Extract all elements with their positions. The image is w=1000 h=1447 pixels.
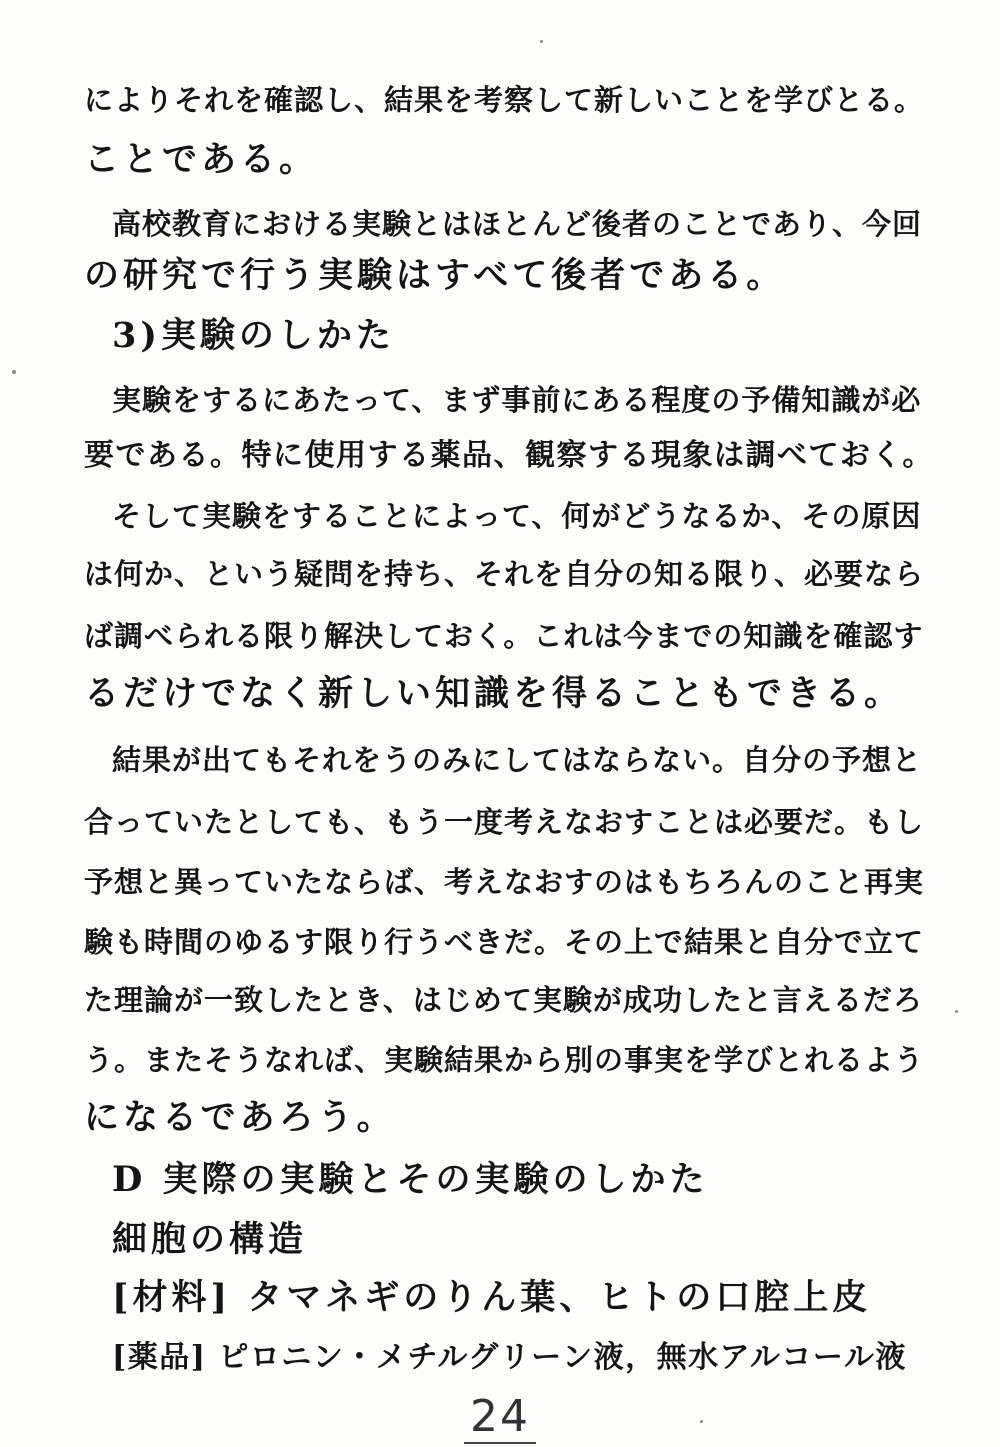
section-heading: D 実際の実験とその実験のしかた [112,1159,709,1200]
text-line: ば調べられる限り解決しておく。これは今までの知識を確認す [84,619,924,653]
text-line: になるであろう。 [84,1097,396,1138]
page-number [0,1392,1000,1444]
scan-speck [955,1010,958,1013]
text-line: ことである。 [84,139,319,180]
text-line: によりそれを確認し、結果を考察して新しいことを学びとる。 [84,83,925,117]
section-heading: 3)実験のしかた [112,315,395,356]
text-line: 実験をするにあたって、まず事前にある程度の予備知識が必 [112,383,922,417]
scan-speck [12,370,16,374]
text-line: るだけでなく新しい知識を得ることもできる。 [84,673,904,714]
text-line: 結果が出てもそれをうのみにしてはならない。自分の予想と [112,743,923,777]
text-line: の研究で行う実験はすべて後者である。 [84,255,786,296]
text-line: た理論が一致したとき、はじめて実験が成功したと言えるだろ [84,983,923,1017]
scan-speck [700,1420,703,1423]
text-line: は何か、という疑問を持ち、それを自分の知る限り、必要なら [84,557,925,591]
text-line: そして実験をすることによって、何がどうなるか、その原因 [112,499,922,533]
subsection-heading: 細胞の構造 [112,1219,308,1260]
scan-speck [540,40,543,43]
text-line: 験も時間のゆるす限り行うべきだ。その上で結果と自分で立て [84,925,925,959]
text-line: 要である。特に使用する薬品、観察する現象は調べておく。 [84,438,934,473]
materials-line: [材料] タマネギのりん葉、ヒトの口腔上皮 [112,1277,872,1318]
reagents-line: [薬品] ピロニン・メチルグリーン液，無水アルコール液 [112,1340,907,1375]
page-number-value: 24 [464,1392,536,1444]
text-line: 合っていたとしても、もう一度考えなおすことは必要だ。もし [84,805,925,839]
text-line: う。またそうなれば、実験結果から別の事実を学びとれるよう [84,1043,925,1077]
text-line: 予想と異っていたならば、考えなおすのはもちろんのこと再実 [84,865,925,899]
text-line: 高校教育における実験とはほとんど後者のことであり、今回 [112,207,923,241]
